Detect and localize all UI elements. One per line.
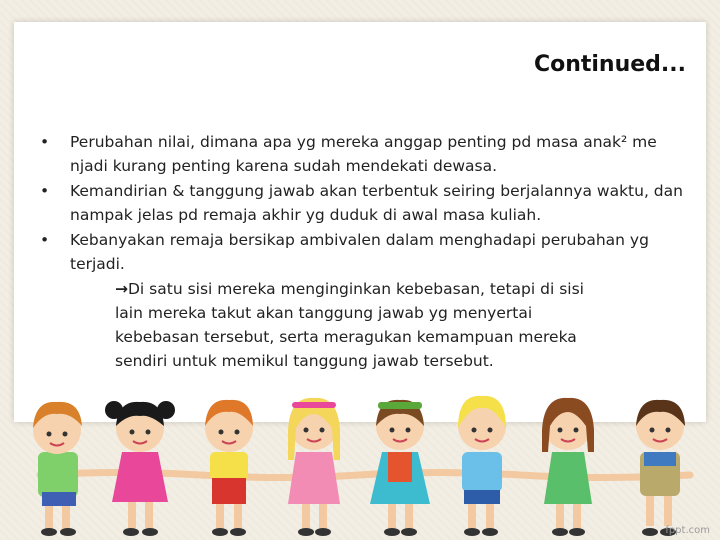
bullet-text: Kebanyakan remaja bersikap ambivalen dalam menghadapi perubahan yg terjadi. [70,231,649,273]
arrow-right-icon: → [115,280,128,298]
bullet-symbol: • [40,182,50,200]
child-figure [288,398,340,536]
child-figure [458,396,506,536]
child-figure [636,400,685,536]
bullet-text: Kemandirian & tanggung jawab akan terbentuk seiring berjalannya waktu, dan nampak jelas pd remaja akhir yg duduk di awal masa kuliah. [70,182,683,224]
sub-point-text: Di satu sisi mereka menginginkan kebebasan, tetapi di sisi lain mereka takut akan tanggung jawab yg menyertai kebebasan tersebut, serta meragukan kemampuan mereka sendiri untuk memikul tanggung jawab tersebut. [115,280,584,370]
watermark-text: fppt.com [665,525,710,536]
child-figure [33,402,82,536]
child-figure [542,398,594,536]
bullet-item [40,228,690,276]
sub-point [115,277,595,373]
slide-content [40,130,690,373]
child-figure [370,400,430,536]
slide-title: Continued... [533,52,686,77]
bullet-symbol: • [40,133,50,151]
bullet-text: Perubahan nilai, dimana apa yg mereka anggap penting pd masa anak² me njadi kurang penting karena sudah mendekati dewasa. [70,133,657,175]
bullet-symbol: • [40,231,50,249]
child-figure [205,400,253,536]
bullet-item [40,179,690,227]
bullet-item [40,130,690,178]
child-figure [105,401,175,536]
children-illustration [0,380,720,540]
